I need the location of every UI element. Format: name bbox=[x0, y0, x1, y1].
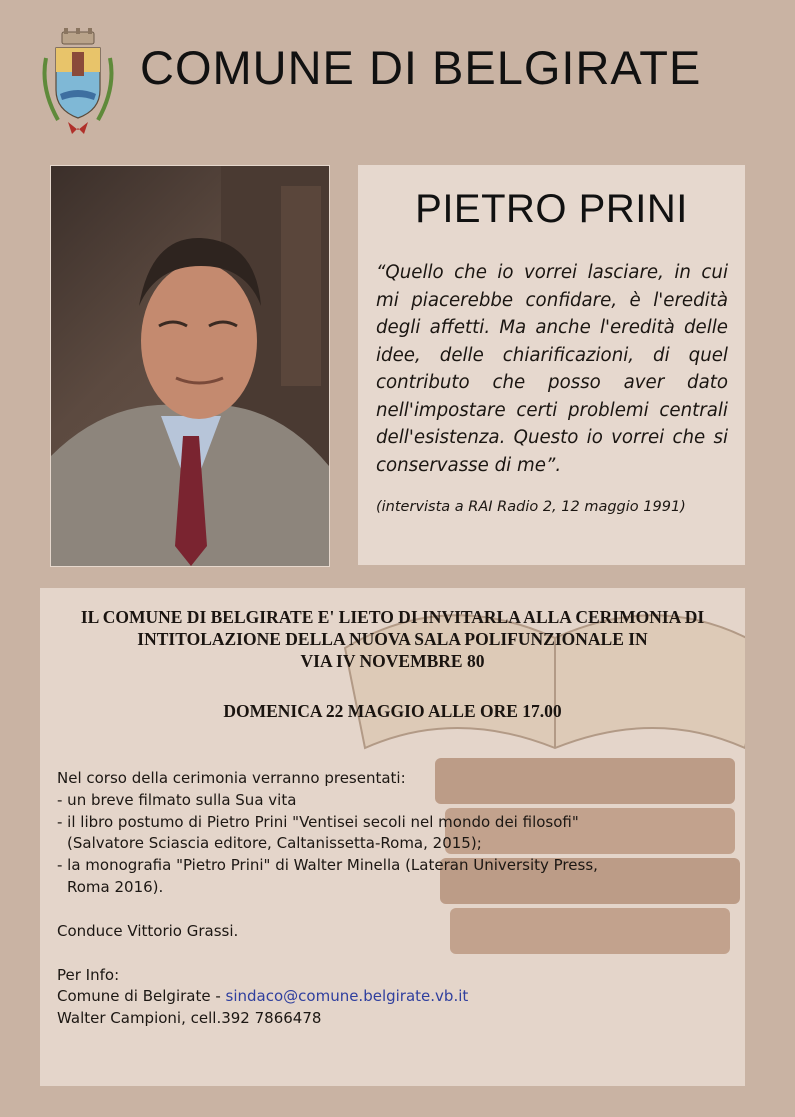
profile-name: PIETRO PRINI bbox=[415, 187, 688, 231]
contact-line bbox=[57, 986, 737, 1008]
contact-name: Comune di Belgirate - bbox=[57, 987, 226, 1006]
event-details bbox=[57, 768, 737, 1030]
list-item: - la monografia "Pietro Prini" di Walter Minella (Lateran University Press, bbox=[57, 856, 598, 875]
invitation-line: VIA IV NOVEMBRE 80 bbox=[300, 651, 485, 671]
profile-quote: “Quello che io vorrei lasciare, in cui mi piacerebbe confidare, è l'eredità degli affetti. Ma anche l'eredità delle idee, delle chiarificazioni, di quel contributo che posso aver dato nell'impostare certi problemi centrali dell'esistenza. Questo io vorrei che si conservasse di me”. bbox=[376, 262, 728, 476]
list-item: (Salvatore Sciascia editore, Caltanissetta-Roma, 2015); bbox=[67, 834, 482, 853]
info-label: Per Info: bbox=[57, 965, 120, 984]
invitation-line: IL COMUNE DI BELGIRATE E' LIETO DI INVITARLA ALLA CERIMONIA DI bbox=[80, 607, 705, 627]
details-intro: Nel corso della cerimonia verranno presentati: bbox=[57, 769, 406, 787]
invitation-line: INTITOLAZIONE DELLA NUOVA SALA POLIFUNZIONALE IN bbox=[137, 629, 648, 649]
contact-line: Walter Campioni, cell.392 7866478 bbox=[57, 1009, 322, 1028]
portrait-photo bbox=[50, 165, 330, 567]
invitation-panel bbox=[40, 588, 745, 1086]
profile-panel bbox=[358, 165, 745, 565]
invitation-heading bbox=[40, 606, 745, 672]
municipal-crest-icon bbox=[38, 28, 118, 136]
list-item: - un breve filmato sulla Sua vita bbox=[57, 790, 297, 809]
list-item: - il libro postumo di Pietro Prini "Ventisei secoli nel mondo dei filosofi" bbox=[57, 812, 579, 831]
list-item: Roma 2016). bbox=[67, 877, 164, 896]
email-link[interactable]: sindaco@comune.belgirate.vb.it bbox=[225, 987, 469, 1006]
event-date: DOMENICA 22 MAGGIO ALLE ORE 17.00 bbox=[223, 701, 562, 721]
host-line: Conduce Vittorio Grassi. bbox=[57, 921, 239, 940]
quote-source: (intervista a RAI Radio 2, 12 maggio 1991) bbox=[376, 499, 686, 515]
page-title: COMUNE DI BELGIRATE bbox=[140, 41, 702, 94]
portrait-illustration bbox=[51, 166, 329, 566]
